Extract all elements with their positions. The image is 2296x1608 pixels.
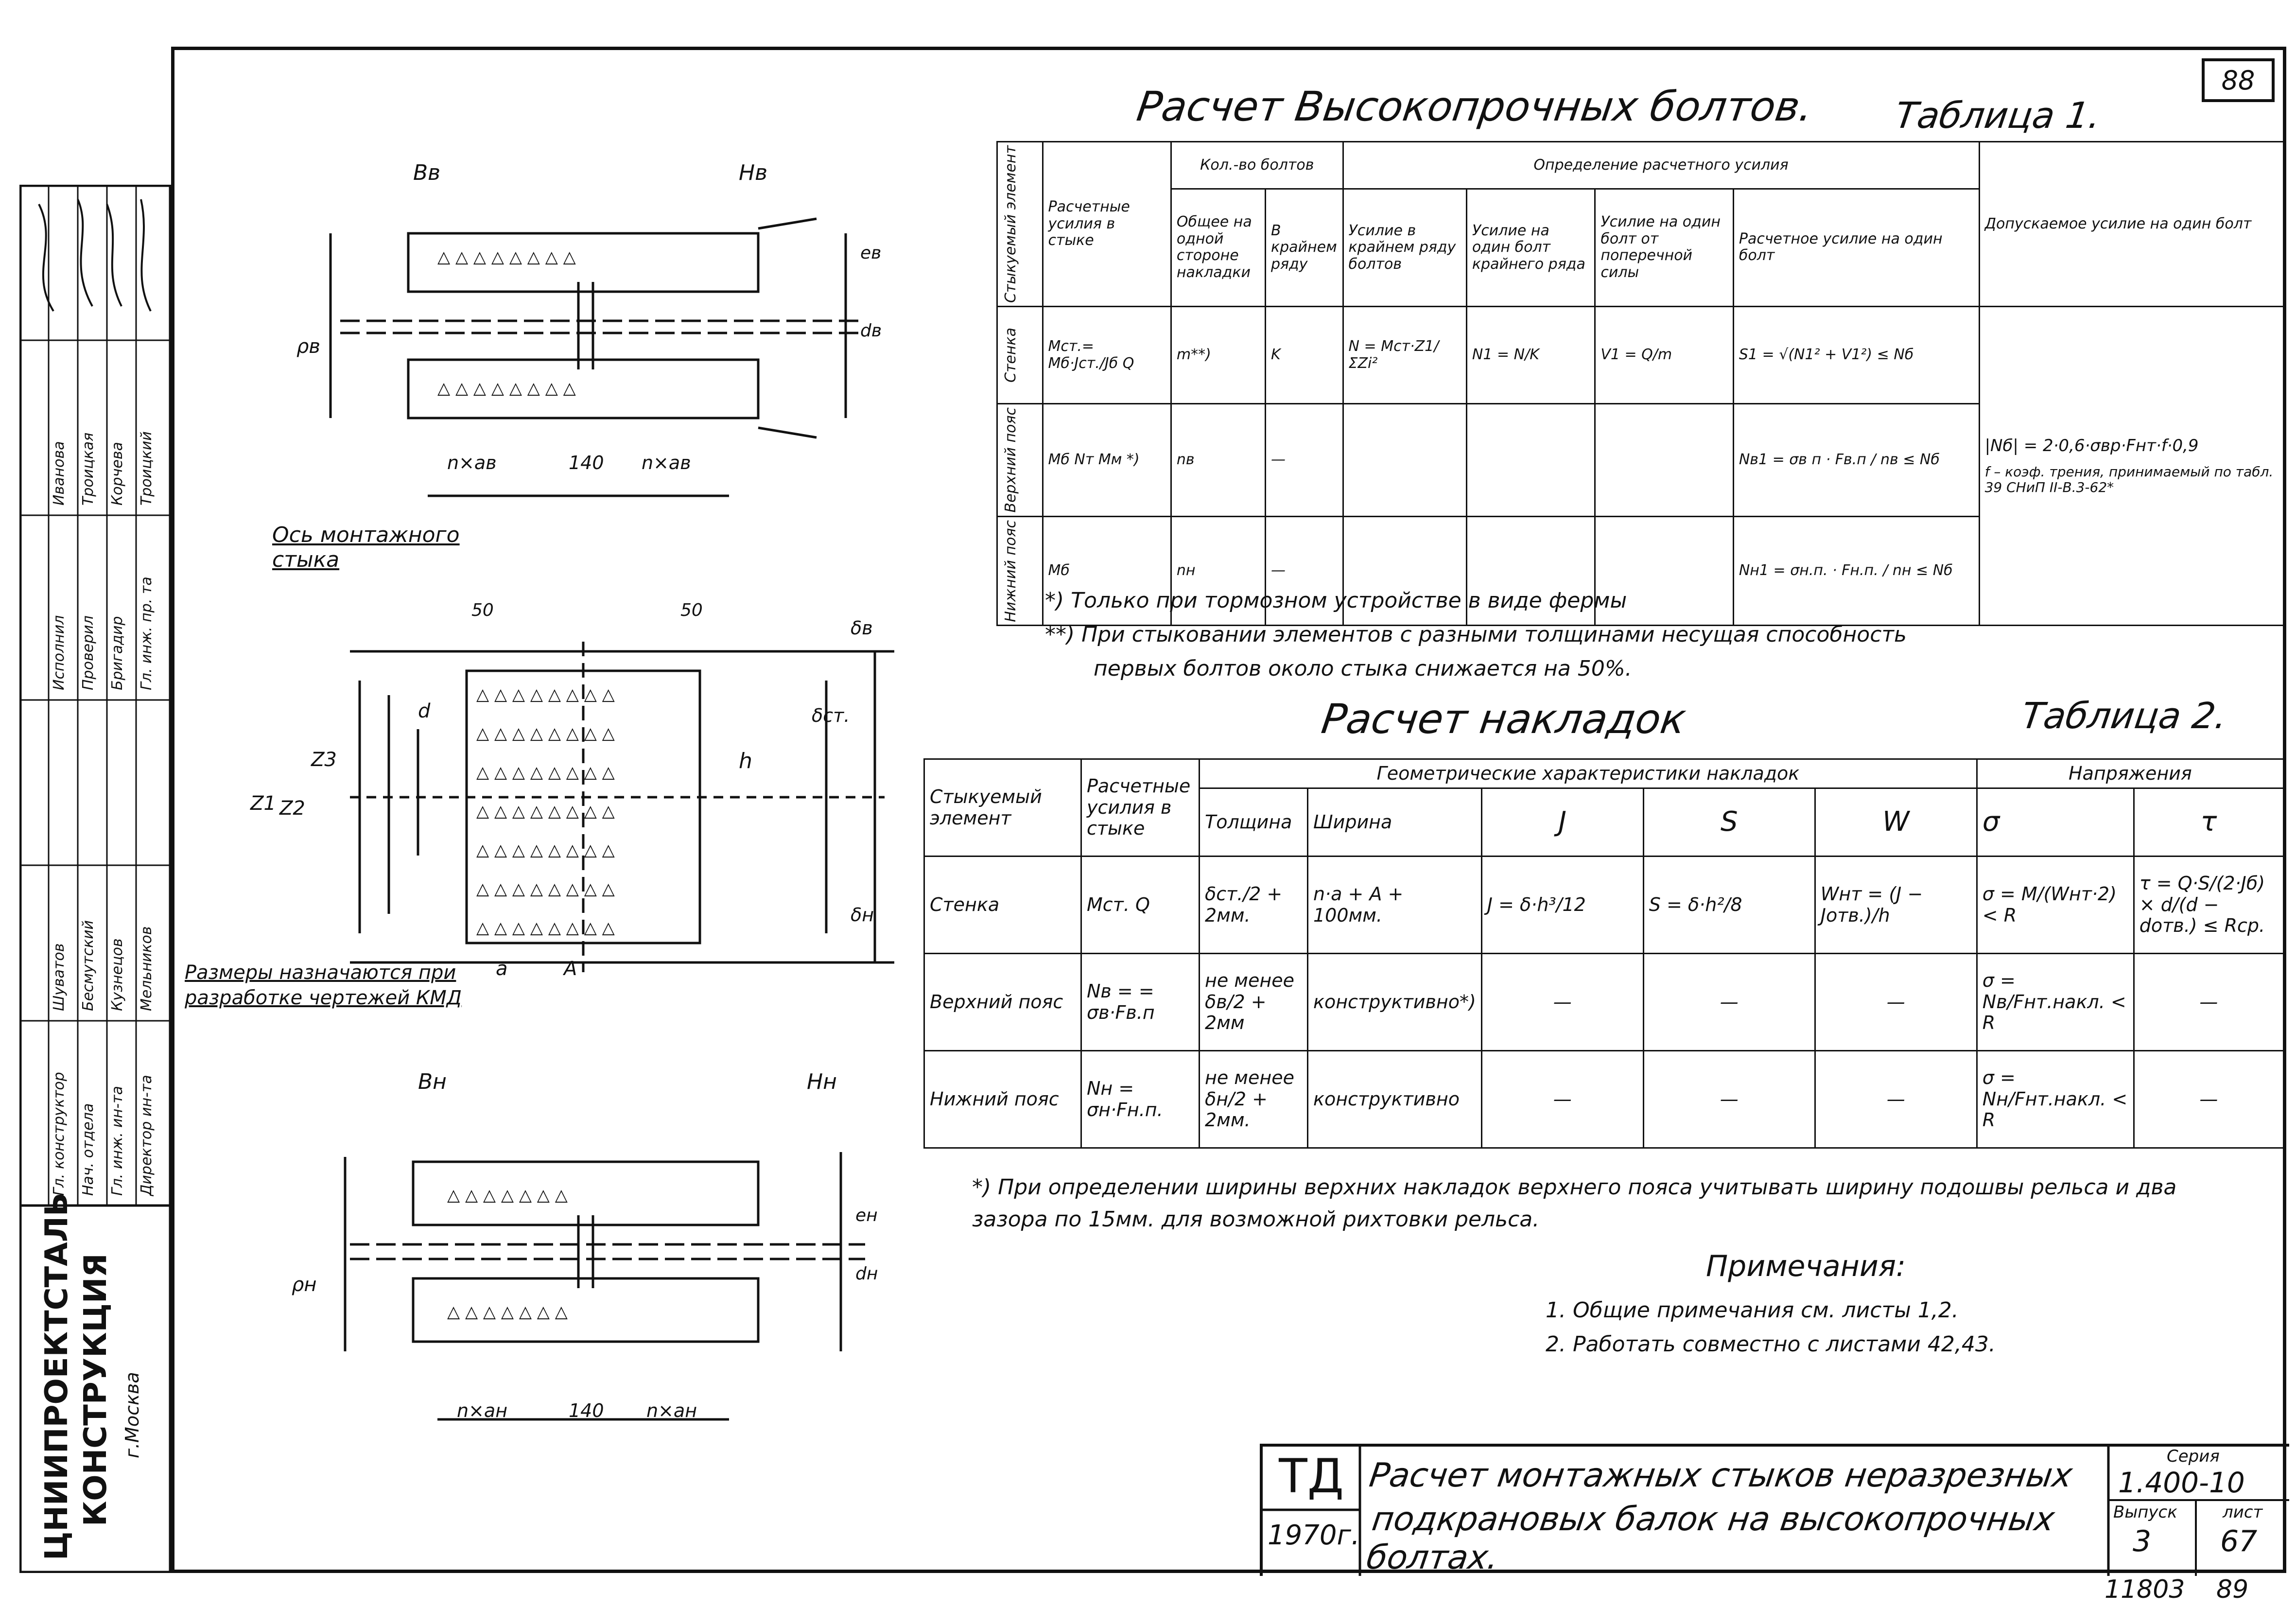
table1-label: Таблица 1. [1892,95,2104,137]
t2-r2-tau: — [2134,954,2283,1051]
t1-r3-element: Нижний пояс [997,516,1043,626]
label-a: a [496,958,508,980]
title-block-issue: 3 [2133,1524,2152,1558]
label-bn: Bн [418,1069,447,1094]
label-50-left: 50 [471,600,494,620]
role-dept-head: Нач. отдела [80,1103,97,1196]
t2-r3-thickness: не менее δн/2 + 2мм. [1200,1051,1308,1148]
t2-r1-tau: τ = Q·S/(2·Jб) × d/(d − dотв.) ≤ Rср. [2134,856,2283,954]
t2-r1-width: n·a + A + 100мм. [1308,856,1482,954]
t2-r3-j: — [1481,1051,1643,1148]
t1-h-determination: Определение расчетного усилия [1343,142,1979,189]
title-block-series: 1.400-10 [2118,1466,2245,1499]
t1-r1-forces: Mст.= Mб·Jст./Jб Q [1043,307,1171,404]
label-gap-bottom: 140 [569,1400,604,1421]
t2-r1-s: S = δ·h²/8 [1643,856,1815,954]
t2-h-geometry: Геометрические характеристики накладок [1200,759,1977,788]
svg-text:△ △ △ △ △ △ △ △: △ △ △ △ △ △ △ △ [476,840,615,860]
role-chief-engineer: Гл. инж. ин-та [109,1086,126,1196]
label-50-right: 50 [680,600,703,620]
org-city: г.Москва [122,1372,143,1458]
t1-h-per-bolt-transverse: Усилие на один болт от поперечной силы [1595,189,1734,306]
label-A: A [564,958,577,980]
t2-r2-forces: Nв = = σв·Fв.п [1081,954,1200,1051]
t2-r1-j: J = δ·h³/12 [1481,856,1643,954]
role2-3: Проверил [80,615,97,690]
svg-text:△ △ △ △ △ △ △ △: △ △ △ △ △ △ △ △ [476,879,615,899]
t1-r1-in-row: K [1265,307,1343,404]
label-bv: Bв [413,160,441,185]
svg-text:△ △ △ △ △ △ △ △: △ △ △ △ △ △ △ △ [476,724,615,743]
t1-allowable-cell [1979,307,2283,626]
notes-title: Примечания: [1706,1249,1906,1283]
t1-footnote-1: *) Только при тормозном устройстве в виде фермы [1045,588,1627,613]
t1-r3-s: Nн1 = σн.п. · Fн.п. / nн ≤ Nб [1733,516,1979,626]
t2-h-w: W [1815,788,1977,856]
org-name-1: ЦНИИПРОЕКТСТАЛЬ [39,1192,75,1560]
title-block-sheet-label: лист [2223,1503,2263,1522]
t2-r2-s: — [1643,954,1815,1051]
label-dn: dн [855,1264,878,1284]
label-d: d [418,700,431,722]
label-delta-v: δв [851,617,873,639]
table2-title: Расчет накладок [1319,695,1689,743]
name2-3: Троицкая [80,432,97,506]
name-4: Шуватов [51,943,68,1011]
label-delta-n: δн [851,904,874,926]
role-chief-designer: Гл. конструктор [51,1072,68,1196]
label-nxav-right: n×aв [642,452,691,473]
t1-r1-n1: N1 = N/K [1466,307,1595,404]
t2-r2-element: Верхний пояс [924,954,1081,1051]
t1-h-forces: Расчетные усилия в стыке [1043,142,1171,307]
t1-r2-n1 [1466,404,1595,517]
t1-r2-in-row: — [1265,404,1343,517]
t1-r1-n: N = Mст·Z1/ΣZi² [1343,307,1466,404]
t2-footnote: *) При определении ширины верхних накладок верхнего пояса учитывать ширину подошвы рельса и два зазора по 15мм. для возможной рихтовки рельса. [972,1175,2177,1232]
t2-r2-width: конструктивно*) [1308,954,1482,1051]
name-2: Кузнецов [109,938,126,1011]
label-pv: ρв [296,335,320,358]
title-block-desc-2: подкрановых балок на высокопрочных болтах. [1364,1500,2057,1577]
role2-4: Исполнил [51,615,68,690]
svg-text:△ △ △ △ △ △ △ △: △ △ △ △ △ △ △ △ [476,763,615,782]
title-block-year: 1970г. [1268,1520,1360,1551]
svg-text:△ △ △ △ △ △ △ △: △ △ △ △ △ △ △ △ [476,918,615,938]
t2-h-width: Ширина [1308,788,1482,856]
svg-text:△ △ △ △ △ △ △: △ △ △ △ △ △ △ [447,1302,568,1322]
t1-allowable-note: f – коэф. трения, принимаемый по табл. 39 СНиП II-В.3-62* [1984,464,2274,496]
t2-r3-w: — [1815,1051,1977,1148]
name-1: Мельников [138,926,155,1011]
t2-r3-s: — [1643,1051,1815,1148]
t1-r2-element: Верхний пояс [997,404,1043,517]
label-pn: ρн [292,1274,317,1296]
label-nn: Нн [807,1069,837,1094]
name2-4: Иванова [51,441,68,506]
label-h: h [739,749,752,773]
t2-r2-thickness: не менее δв/2 + 2мм [1200,954,1308,1051]
svg-text:△ △ △ △ △ △ △: △ △ △ △ △ △ △ [447,1186,568,1205]
t2-h-element: Стыкуемый элемент [924,759,1081,856]
label-z1: Z1 [250,792,276,815]
title-block-issue-label: Выпуск [2113,1503,2177,1522]
t1-r3-forces: Mб [1043,516,1171,626]
t1-r2-v1 [1595,404,1734,517]
t2-r1-forces: Mст. Q [1081,856,1200,954]
t1-r3-in-row: — [1265,516,1343,626]
t1-h-in-extreme-row: Усилие в крайнем ряду болтов [1343,189,1466,306]
t2-h-sigma: σ [1977,788,2134,856]
svg-text:△ △ △ △ △ △ △ △: △ △ △ △ △ △ △ △ [476,802,615,821]
notes-item-1: 1. Общие примечания см. листы 1,2. [1546,1298,1959,1323]
title-block [1260,1444,2289,1576]
label-nxan-left: n×aн [457,1400,508,1421]
t2-r1-sigma: σ = M/(Wнт·2) < R [1977,856,2134,954]
footer-number-right: 89 [2216,1575,2249,1604]
t2-h-tau: τ [2134,788,2283,856]
joint-drawings-svg [243,156,1021,1565]
notes-item-2: 2. Работать совместно с листами 42,43. [1546,1332,1996,1357]
t1-r1-s: S1 = √(N1² + V1²) ≤ Nб [1733,307,1979,404]
t1-allowable-formula: |Nб| = 2·0,6·σвр·Fнт·f·0,9 [1984,436,2199,455]
t1-h-in-row: В крайнем ряду [1265,189,1343,306]
page-number: 88 [2202,58,2275,102]
t1-h-element: Стыкуемый элемент [997,142,1043,307]
signatures [19,185,171,331]
t1-h-per-bolt-extreme: Усилие на один болт крайнего ряда [1466,189,1595,306]
label-en: eн [855,1206,878,1225]
t2-h-s: S [1643,788,1815,856]
label-nxan-right: n×aн [646,1400,697,1421]
svg-text:△ △ △ △ △ △ △ △: △ △ △ △ △ △ △ △ [476,685,615,704]
title-block-desc-1: Расчет монтажных стыков неразрезных [1367,1456,2075,1495]
svg-text:△ △ △ △ △ △ △ △: △ △ △ △ △ △ △ △ [437,247,576,267]
role2-1: Гл. инж. пр. та [138,577,155,690]
t2-r1-w: Wнт = (J − Jотв.)/h [1815,856,1977,954]
label-z3: Z3 [311,749,337,771]
name2-1: Троицкий [138,431,155,506]
title-block-series-label: Серия [2167,1447,2220,1466]
t2-r3-tau: — [2134,1051,2283,1148]
table2 [923,758,2284,1149]
title-block-sheet: 67 [2220,1524,2258,1558]
t1-r2-forces: Mб Nт Mм *) [1043,404,1171,517]
t2-r1-element: Стенка [924,856,1081,954]
label-nv: Нв [739,160,768,185]
t1-r1-element: Стенка [997,307,1043,404]
t1-r2-n [1343,404,1466,517]
t1-r2-total: nв [1171,404,1265,517]
t1-h-bolt-count: Кол.-во болтов [1171,142,1343,189]
label-nxav-left: n×aв [447,452,497,473]
t1-footnote-2: **) При стыковании элементов с разными толщинами несущая способность [1045,622,1907,647]
label-dst: δст. [812,705,850,726]
t2-h-stress: Напряжения [1977,759,2283,788]
role2-2: Бригадир [109,616,126,690]
svg-text:△ △ △ △ △ △ △ △: △ △ △ △ △ △ △ △ [437,379,576,398]
name2-2: Корчева [109,442,126,506]
t2-r2-j: — [1481,954,1643,1051]
table1 [996,141,2284,626]
name-3: Бесмутский [80,920,97,1011]
org-name-2: КОНСТРУКЦИЯ [78,1253,114,1526]
t2-r3-sigma: σ = Nн/Fнт.накл. < R [1977,1051,2134,1148]
t1-h-allowable: Допускаемое усилие на один болт [1979,142,2283,307]
label-axis: Ось монтажного стыка [272,523,460,572]
title-block-code: ТД [1279,1449,1344,1503]
t1-r2-s: Nв1 = σв п · Fв.п / nв ≤ Nб [1733,404,1979,517]
label-dv: dв [860,321,882,341]
label-gap-top: 140 [569,452,604,473]
table1-title: Расчет Высокопрочных болтов. [1134,83,1816,130]
label-ev: ев [860,243,882,263]
t2-r2-sigma: σ = Nв/Fнт.накл. < R [1977,954,2134,1051]
footer-number-left: 11803 [2105,1575,2185,1604]
t2-r3-element: Нижний пояс [924,1051,1081,1148]
t2-r3-forces: Nн = σн·Fн.п. [1081,1051,1200,1148]
t2-h-forces: Расчетные усилия в стыке [1081,759,1200,856]
role-director: Директор ин-та [138,1075,155,1196]
t1-footnote-3: первых болтов около стыка снижается на 50%. [1094,656,1632,681]
left-title-strip [19,185,171,1573]
t1-r1-total: m**) [1171,307,1265,404]
t2-r2-w: — [1815,954,1977,1051]
t1-r3-total: nн [1171,516,1265,626]
t2-h-thickness: Толщина [1200,788,1308,856]
t1-h-design-per-bolt: Расчетное усилие на один болт [1733,189,1979,306]
t1-r1-v1: V1 = Q/m [1595,307,1734,404]
t2-r3-width: конструктивно [1308,1051,1482,1148]
t2-h-j: J [1481,788,1643,856]
t1-h-total: Общее на одной стороне накладки [1171,189,1265,306]
label-sizes-note: Размеры назначаются при разработке чертежей КМД [185,961,462,1009]
label-z2: Z2 [279,797,305,820]
table2-label: Таблица 2. [2018,695,2230,737]
t2-r1-thickness: δст./2 + 2мм. [1200,856,1308,954]
